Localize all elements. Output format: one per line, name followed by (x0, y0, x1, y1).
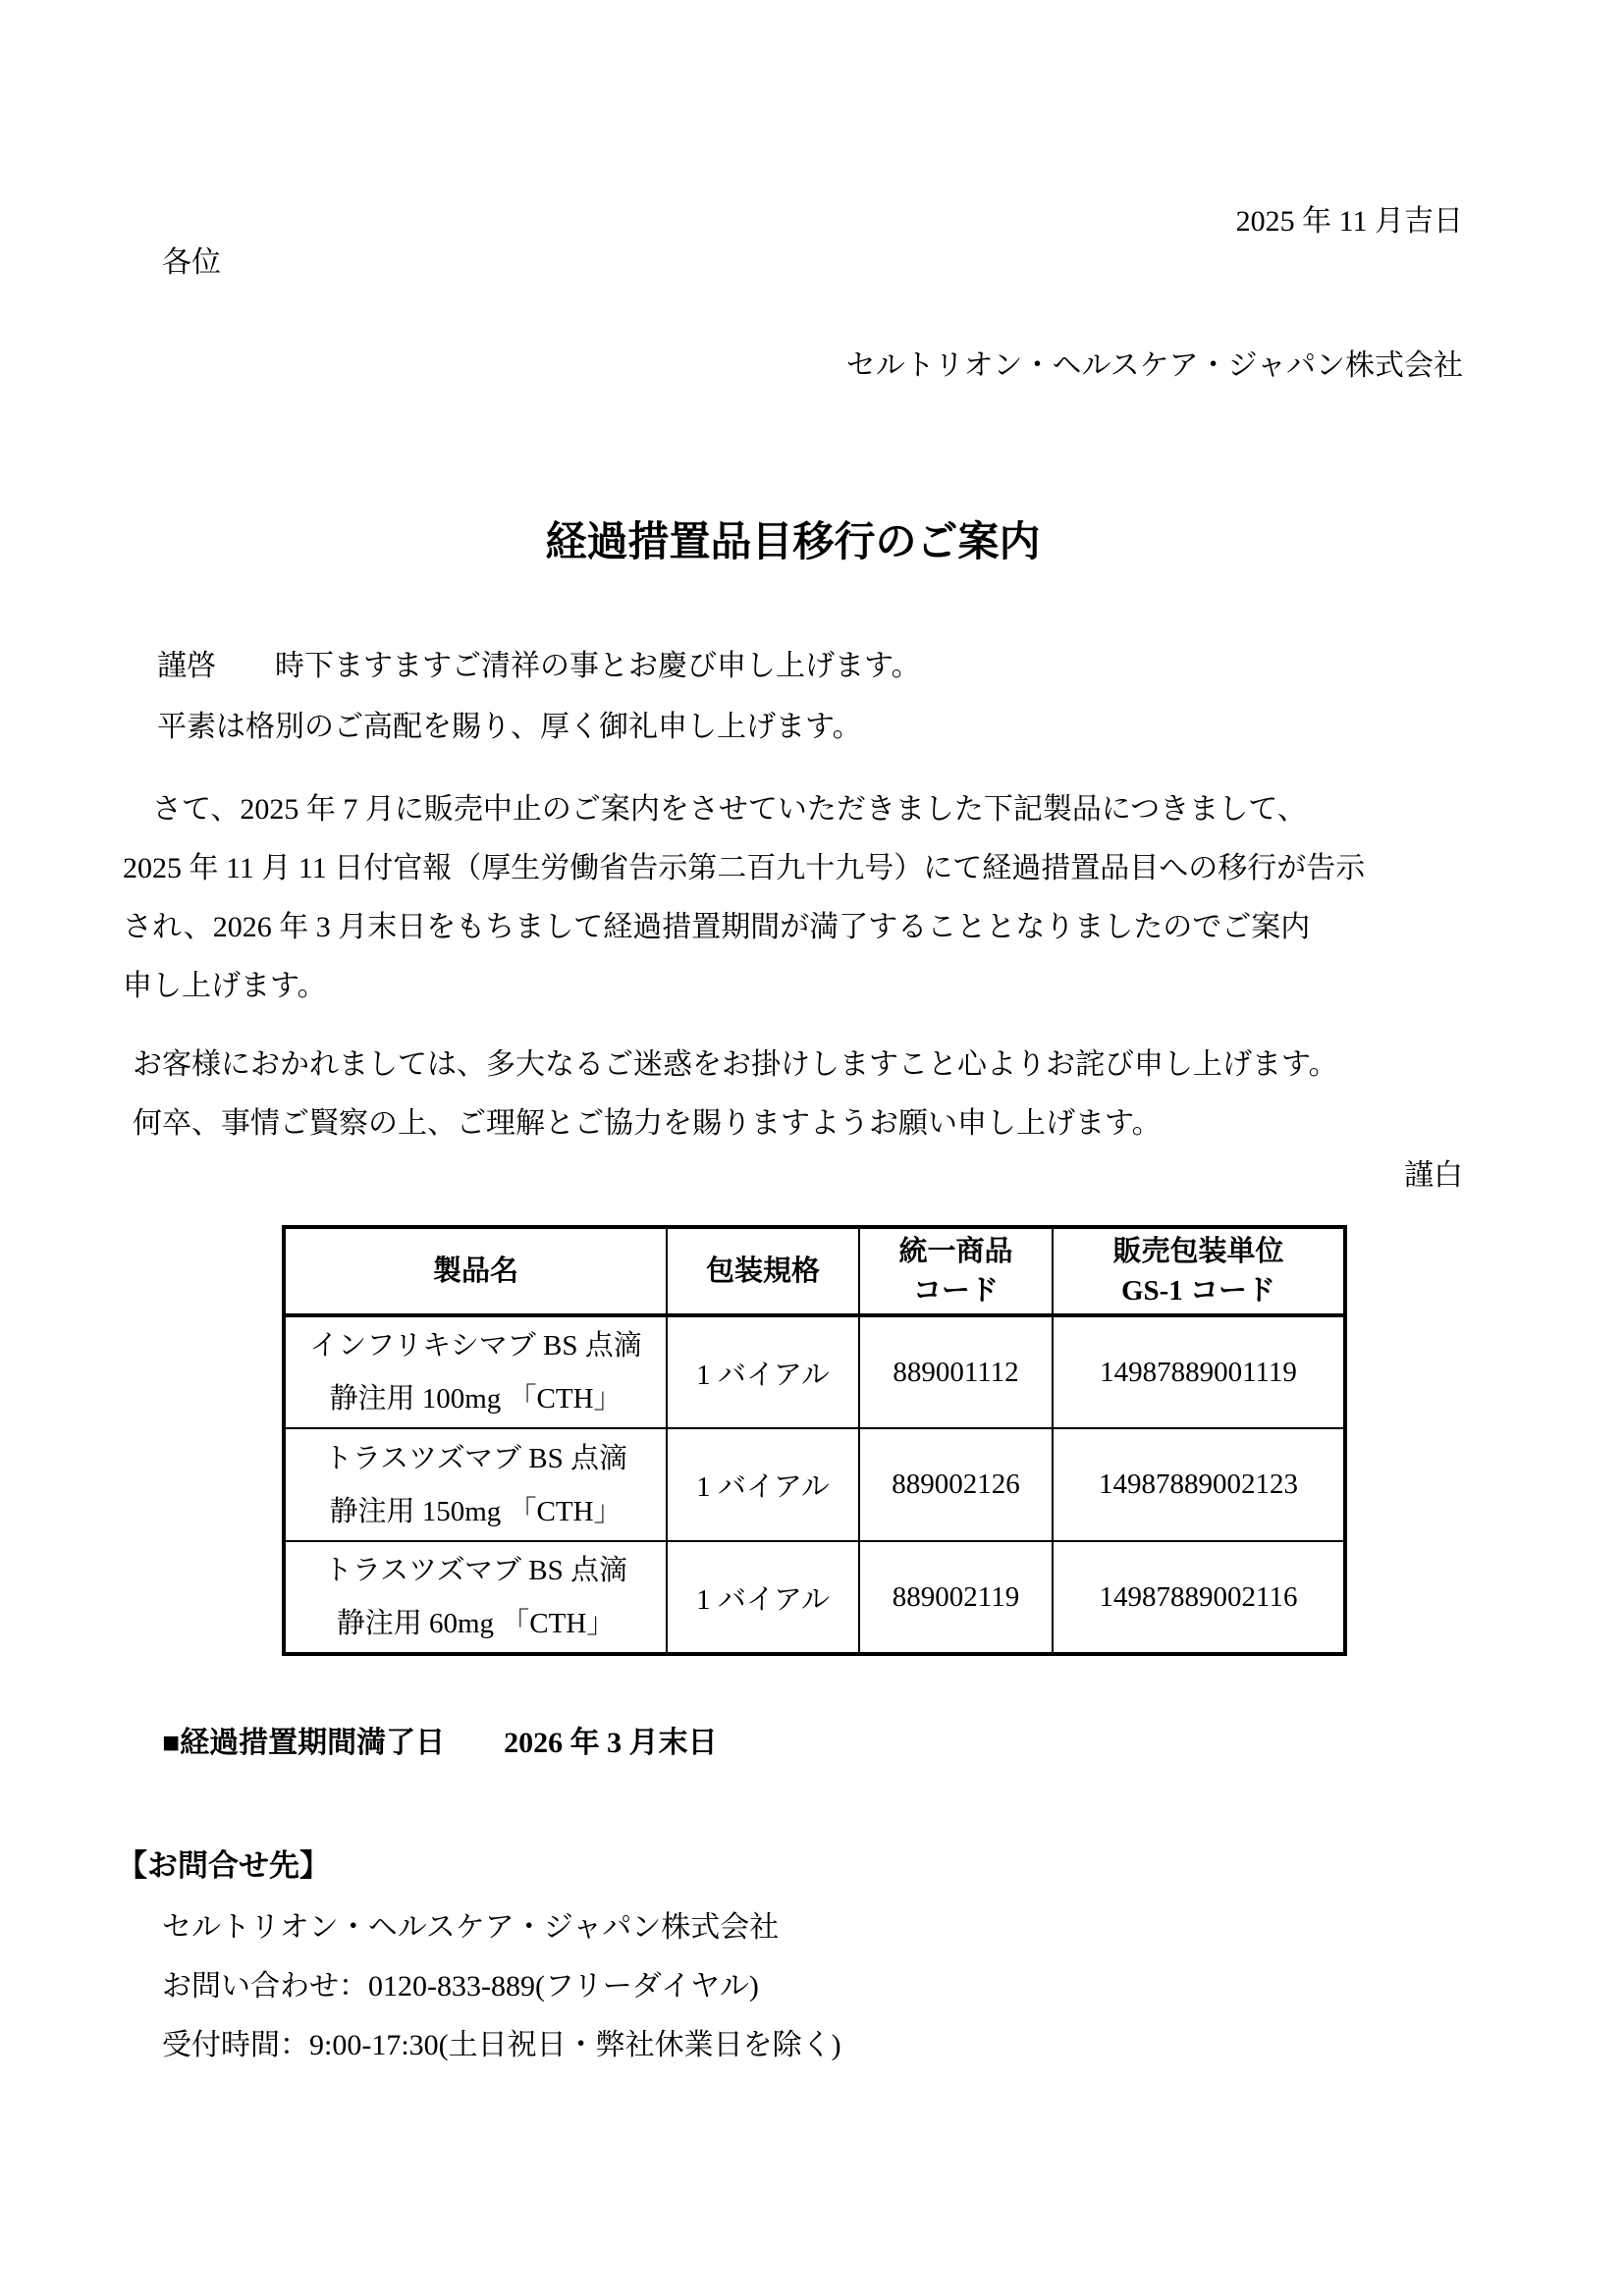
body-line: 2025 年 11 月 11 日付官報（厚生労働省告示第二百九十九号）にて経過措置品目への移行が告示 (123, 852, 1366, 884)
header-label: 製品名 (432, 1255, 518, 1287)
greeting-line: 平素は格別のご高配を賜り、厚く御礼申し上げます。 (157, 711, 862, 743)
header-label: GS-1 コード (1120, 1275, 1276, 1307)
table-header-row (284, 1227, 1345, 1315)
product-table-header (284, 1227, 1345, 1315)
cell-unified-code: 889001112 (859, 1315, 1053, 1428)
cell-product-name (284, 1315, 667, 1428)
header-label: 販売包装単位 (1112, 1236, 1284, 1267)
cell-product-name (284, 1541, 667, 1654)
cell-gs1-code: 14987889002123 (1053, 1428, 1345, 1541)
header-cell-unified-code (859, 1227, 1053, 1315)
sign-off: 謹白 (1404, 1159, 1463, 1192)
cell-unified-code: 889002119 (859, 1541, 1053, 1654)
apology-paragraph (123, 1036, 1463, 1153)
deadline-notice: ■経過措置期間満了日 2026 年 3 月末日 (162, 1727, 718, 1759)
document-title: 経過措置品目移行のご案内 (545, 520, 1041, 565)
cell-product-name (284, 1428, 667, 1541)
body-paragraph (123, 780, 1463, 1016)
table-row (284, 1428, 1345, 1541)
apology-line: 何卒、事情ご賢察の上、ご理解とご協力を賜りますようお願い申し上げます。 (133, 1107, 1162, 1140)
header-label: 包装規格 (705, 1255, 820, 1287)
body-line: 申し上げます。 (123, 970, 327, 1002)
product-name-line: 静注用 60mg 「CTH」 (336, 1608, 616, 1639)
cell-pack-spec: 1 バイアル (667, 1428, 859, 1541)
contact-block (123, 1898, 1463, 2075)
cell-pack-spec: 1 バイアル (667, 1315, 859, 1428)
apology-line: お客様におかれましては、多大なるご迷惑をお掛けしますこと心よりお詫び申し上げます。 (133, 1048, 1338, 1081)
product-table (282, 1225, 1347, 1656)
header-cell-gs1-code (1053, 1227, 1345, 1315)
sender-company: セルトリオン・ヘルスケア・ジャパン株式会社 (845, 349, 1463, 382)
table-row (284, 1541, 1345, 1654)
product-name-line: トラスツズマブ BS 点滴 (324, 1555, 627, 1586)
body-line: さて、2025 年 7 月に販売中止のご案内をさせていただきました下記製品につきまして、 (123, 793, 1307, 826)
body-line: され、2026 年 3 月末日をもちまして経過措置期間が満了することとなりましたのでご案内 (123, 911, 1311, 943)
product-name-line: インフリキシマブ BS 点滴 (309, 1330, 642, 1362)
product-name-line: トラスツズマブ BS 点滴 (324, 1442, 627, 1474)
contact-company: セルトリオン・ヘルスケア・ジャパン株式会社 (162, 1911, 780, 1944)
contact-hours: 受付時間：9:00-17:30(土日祝日・弊社休業日を除く) (162, 2029, 841, 2061)
letter-content (117, 201, 1463, 2075)
cell-gs1-code: 14987889001119 (1053, 1315, 1345, 1428)
recipient-line: 各位 (162, 246, 221, 279)
product-name-line: 静注用 150mg 「CTH」 (329, 1495, 623, 1527)
header-label: コード (912, 1275, 999, 1307)
table-row (284, 1315, 1345, 1428)
greeting-line: 謹啓 時下ますますご清祥の事とお慶び申し上げます。 (157, 650, 921, 682)
header-label: 統一商品 (898, 1236, 1013, 1267)
cell-pack-spec: 1 バイアル (667, 1541, 859, 1654)
cell-gs1-code: 14987889002116 (1053, 1541, 1345, 1654)
product-name-line: 静注用 100mg 「CTH」 (329, 1383, 623, 1415)
header-cell-pack-spec (667, 1227, 859, 1315)
contact-heading: 【お問合せ先】 (117, 1848, 330, 1883)
cell-unified-code: 889002126 (859, 1428, 1053, 1541)
document-date: 2025 年 11 月吉日 (1235, 205, 1463, 238)
greeting-paragraph (123, 636, 1463, 758)
header-cell-product-name (284, 1227, 667, 1315)
contact-phone: お問い合わせ：0120-833-889(フリーダイヤル) (162, 1970, 759, 2002)
